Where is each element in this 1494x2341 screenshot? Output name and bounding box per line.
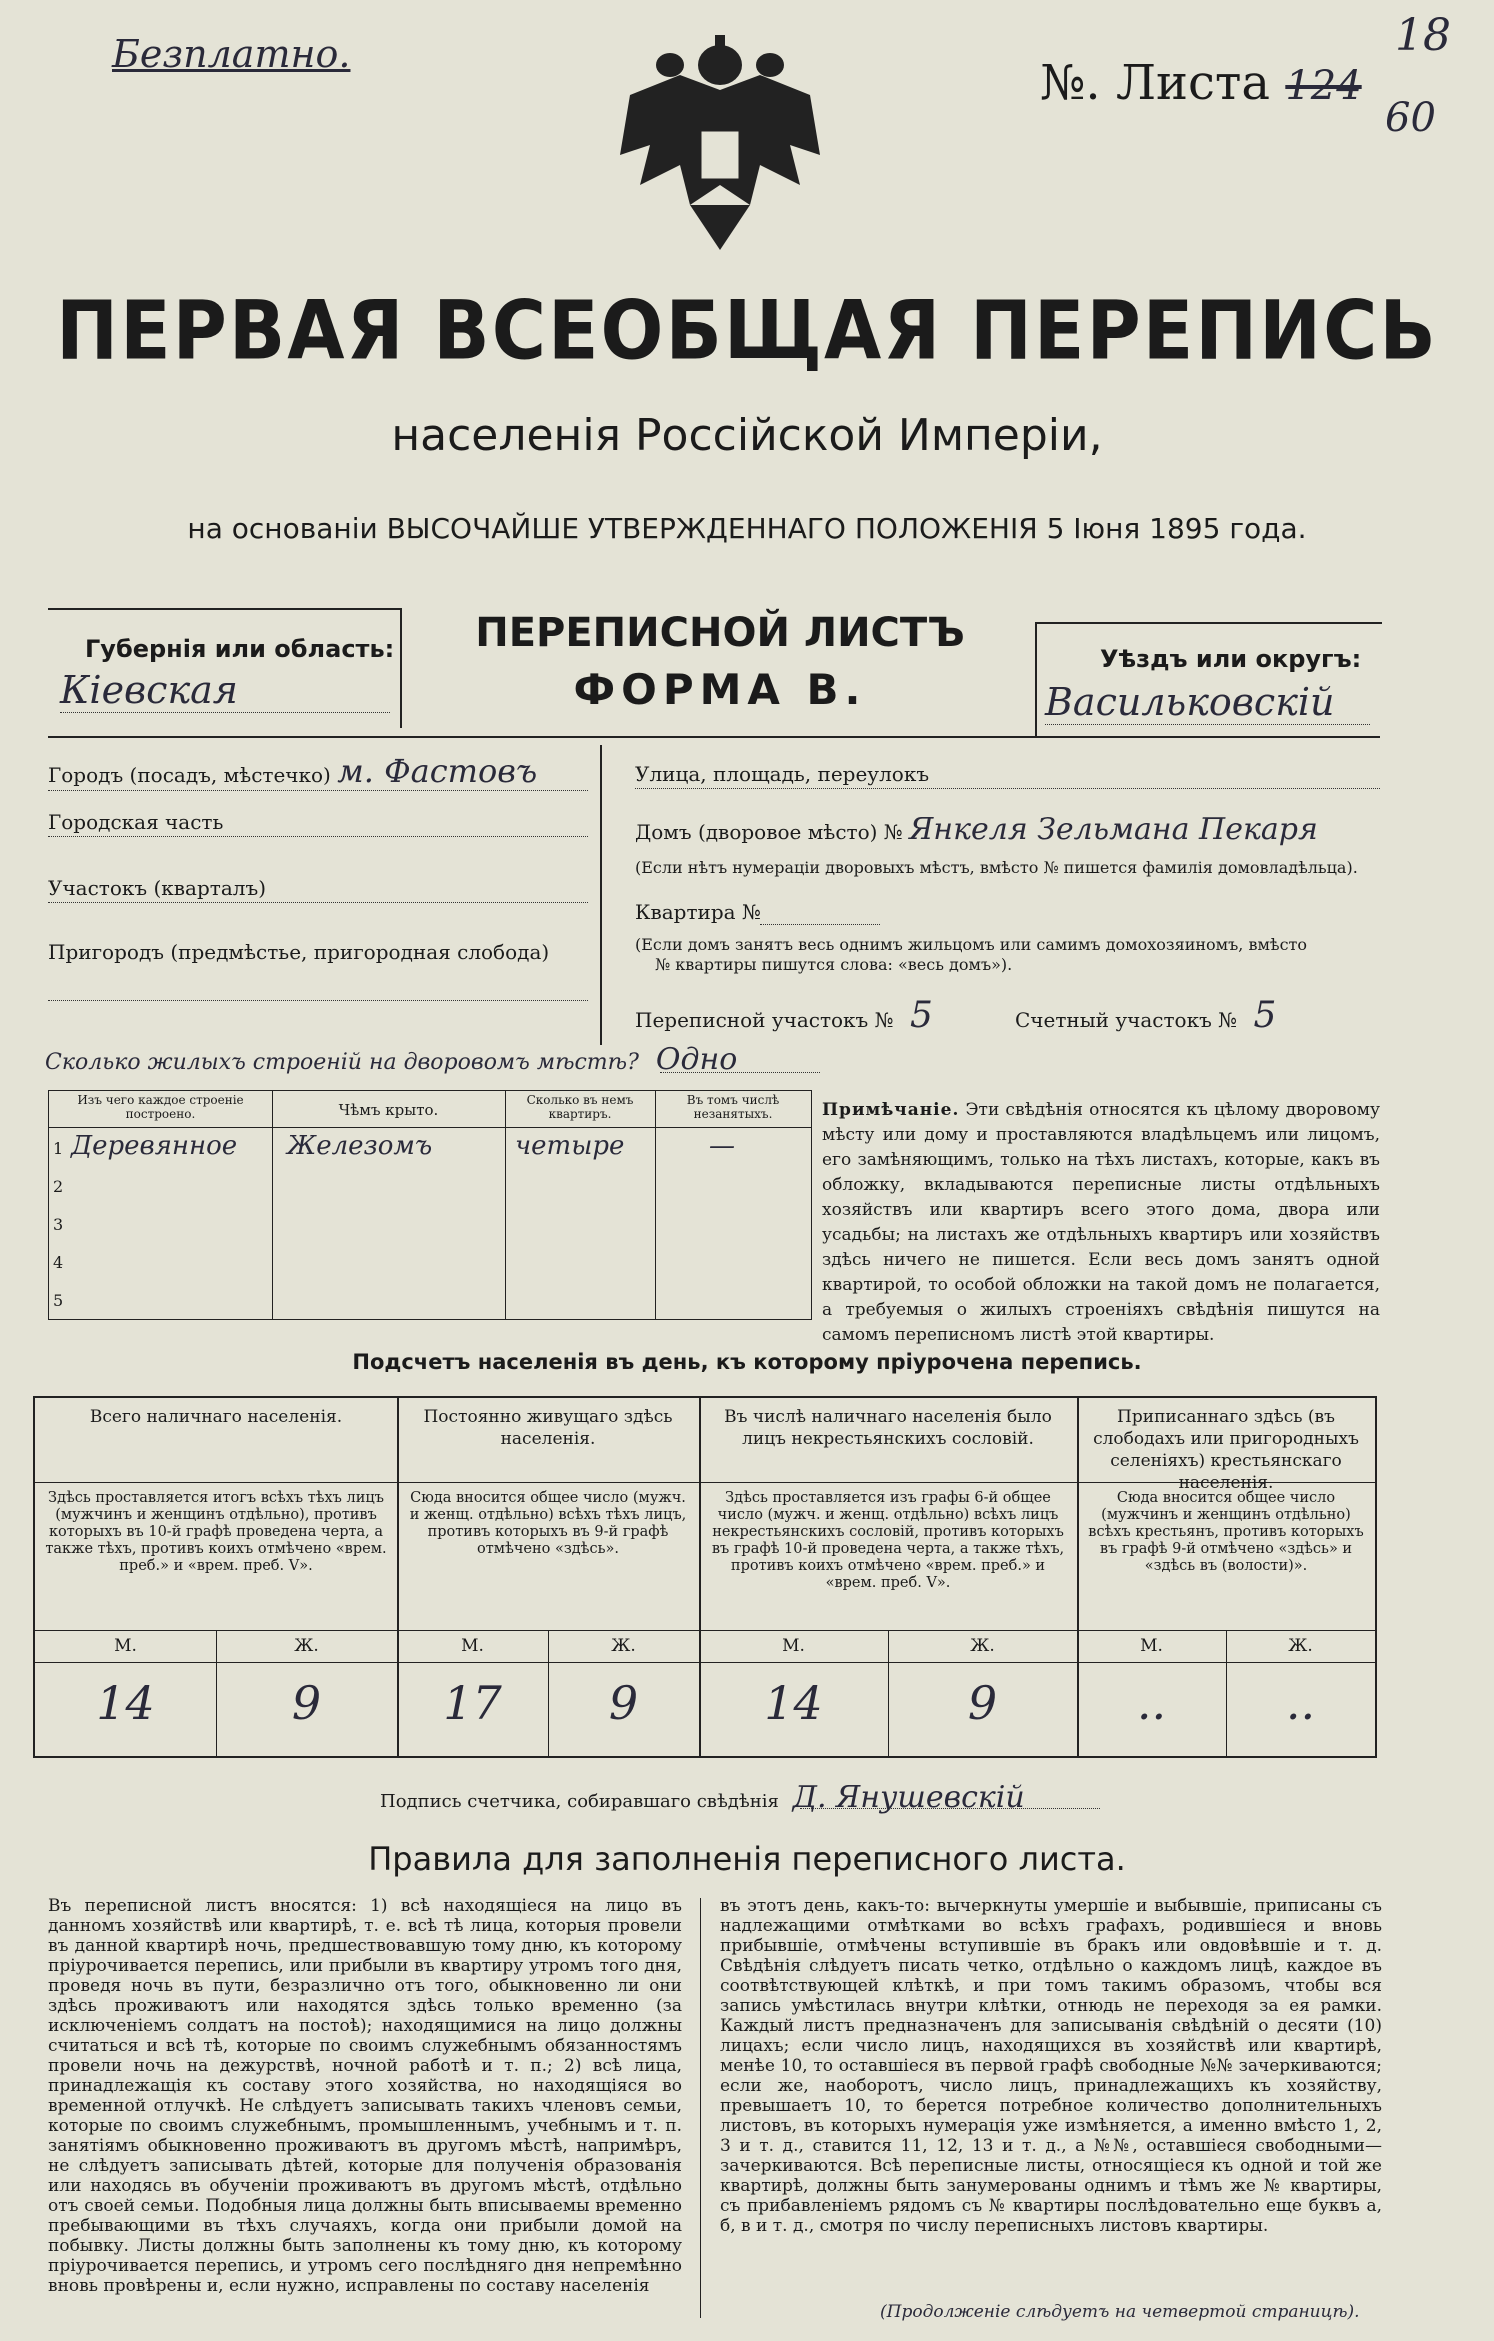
corner-note-1: 18 [1395, 10, 1451, 61]
suburb-label: Пригородъ (предмѣстье, пригородная слобода) [48, 940, 550, 964]
sheet-type: ПЕРЕПИСНОЙ ЛИСТЪ [475, 610, 965, 656]
buildings-note [822, 1098, 1380, 1348]
city-label: Городъ (посадъ, мѣстечко) [48, 763, 331, 787]
city-value: м. Фастовъ [337, 752, 538, 790]
apartment-label: Квартира № [635, 900, 761, 924]
population-group-desc: Сюда вносится общее число (мужчинъ и женщинъ отдѣльно) всѣхъ крестьянъ, противъ которыхъ въ графѣ 9-й отмѣчено «здѣсь» и «здѣсь въ (волости)». [1088, 1490, 1364, 1574]
building-row-number: 1 [53, 1139, 64, 1158]
building-vacant: — [709, 1131, 735, 1161]
rules-col-1: Въ переписной листъ вносятся: 1) всѣ находящіеся на лицо въ данномъ хозяйствѣ или квартирѣ, т. е. всѣ тѣ лица, которыя провели въ данной квартирѣ ночь, предшествовавшую тому дню, къ которому пріурочивается перепись, или прибыли въ квартиру утромъ того дня, проведя ночь въ пути, безразлично отъ того, обыкновенно ли они здѣсь проживаютъ или находятся здѣсь только временно (за исключеніемъ солдатъ на постоѣ); находящимися на лицо должны считаться и всѣ тѣ, которые по своимъ служебнымъ обязанностямъ провели ночь на дежурствѣ, ночной работѣ и т. п.; 2) всѣ лица, принадлежащія къ составу этого хозяйства, но находящіяся во временной отлучкѣ. Не слѣдуетъ записывать такихъ членовъ семьи, которые по своимъ служебнымъ, промышленнымъ, учебнымъ и т. п. занятіямъ обыкновенно проживаютъ въ другомъ мѣстѣ, напримѣръ, не слѣдуетъ записывать дѣтей, которые для полученія образованія или находясь въ обученіи проживаютъ въ другомъ мѣстѣ, отдѣльно отъ своей семьи. Подобныя лица должны быть вписываемы временно пребывающими въ тѣхъ случаяхъ, когда они прибыли домой на побывку. Листы должны быть заполнены къ тому дню, къ которому пріурочивается перепись, и утромъ сего послѣдняго дня непремѣнно вновь провѣрены и, если нужно, исправлены по составу населенія [48, 1896, 682, 2296]
city-row [48, 752, 588, 790]
signature-label: Подпись счетчика, собиравшаго свѣдѣнія [380, 1791, 779, 1812]
building-row-number: 2 [53, 1177, 64, 1196]
precinct-line [48, 902, 588, 903]
female-label: Ж. [294, 1636, 319, 1656]
pop-mf-rule-bottom [35, 1662, 1375, 1663]
population-group-head: Въ числѣ наличнаго населенія было лицъ некрестьянскихъ сословій. [724, 1407, 1052, 1449]
building-row-number: 4 [53, 1253, 64, 1272]
rules-col-2: въ этотъ день, какъ-то: вычеркнуты умершіе и выбывшіе, приписаны съ надлежащими отмѣтками во всѣхъ графахъ, родившіеся и вновь прибывшіе, отмѣчены вступившіе въ бракъ или овдовѣвшіе и т. д. Свѣдѣнія слѣдуетъ писать четко, отдѣльно о каждомъ лицѣ, каждое въ соотвѣтствующей клѣткѣ, и при томъ такимъ образомъ, чтобы вся запись умѣстилась внутри клѣтки, отнюдь не переходя за ея рамки. Каждый листъ предназначенъ для записыванія свѣдѣній о десяти (10) лицахъ; если число лицъ, находящихся въ хозяйствѣ или квартирѣ, менѣе 10, то оставшіеся въ первой графѣ свободные №№ зачеркиваются; если же, наоборотъ, число лицъ, принадлежащихъ къ хозяйству, превышаетъ 10, то берется потребное количество дополнительныхъ листовъ, въ которыхъ нумерація уже измѣняется, а именно вмѣсто 1, 2, 3 и т. д., ставится 11, 12, 13 и т. д., а №№, оставшіеся свободными—зачеркиваются. Всѣ переписные листы, относящіеся къ одной и той же квартирѣ, должны быть занумерованы однимъ и тѣмъ же № квартиры, съ прибавленіемъ рядомъ съ № квартиры послѣдовательно еще буквъ а, б, в и т. д., смотря по числу переписныхъ листовъ квартиры. [720, 1896, 1382, 2236]
male-label: М. [114, 1636, 137, 1656]
province-label: Губернія или область: [85, 635, 395, 663]
city-part-label: Городская часть [48, 810, 224, 834]
subtitle: населенія Россійской Имперіи, [391, 410, 1103, 461]
male-count: 14 [96, 1676, 155, 1730]
rules-continued: (Продолженіе слѣдуетъ на четвертой страницѣ). [880, 2302, 1360, 2322]
count-district-value: 5 [1253, 995, 1277, 1036]
signature-row [380, 1780, 1025, 1815]
buildings-question [45, 1042, 737, 1077]
signature-value: Д. Янушевскій [792, 1780, 1025, 1815]
population-group-desc: Здѣсь проставляется итогъ всѣхъ тѣхъ лицъ (мужчинъ и женщинъ отдѣльно), противъ которыхъ въ 10-й графѣ проведена черта, а также тѣхъ, противъ коихъ отмѣчено «врем. преб.» и «врем. преб. V». [45, 1490, 387, 1574]
th-apartments: Сколько въ немъ квартиръ. [526, 1093, 634, 1121]
building-row [49, 1169, 811, 1207]
district-label: Уѣздъ или округъ: [1100, 645, 1362, 673]
sheet-number-text: №. Листа [1040, 55, 1271, 111]
apartment-line [760, 924, 880, 925]
th-vacant: Въ томъ числѣ незанятыхъ. [686, 1093, 780, 1121]
buildings-note-text: Эти свѣдѣнія относятся къ цѣлому дворовому мѣсту или дому и проставляются владѣльцемъ или лицомъ, его замѣняющимъ, только на тѣхъ листахъ, которые, какъ въ обложку, вкладываются переписные листы отдѣльныхъ хозяйствъ или квартиръ всего этого дома, двора или усадьбы; на листахъ же отдѣльныхъ квартиръ или хозяйствъ здѣсь ничего не пишется. Если весь домъ занятъ одной квартирой, то особой обложки на такой домъ не полагается, а требуемыя о жилыхъ строеніяхъ свѣдѣнія пишутся на самомъ переписномъ листѣ этой квартиры. [822, 1100, 1380, 1345]
house-value: Янкеля Зельмана Пекаря [909, 812, 1318, 847]
form-name: ФОРМА В. [573, 665, 867, 714]
rules-divider [700, 1898, 701, 2318]
building-row [49, 1283, 811, 1321]
address-rule [48, 736, 1380, 738]
street-label: Улица, площадь, переулокъ [635, 762, 930, 786]
buildings-answer-line [660, 1072, 820, 1073]
house-row [635, 812, 1395, 847]
buildings-note-title: Примѣчаніе. [822, 1100, 960, 1120]
address-divider [600, 745, 602, 1045]
buildings-table [48, 1090, 812, 1320]
table-header-rule [49, 1127, 811, 1128]
signature-line [800, 1808, 1100, 1809]
city-line [48, 790, 588, 791]
house-label: Домъ (дворовое мѣсто) № [635, 820, 903, 844]
corner-note-2: 60 [1385, 95, 1436, 141]
district-value: Васильковскій [1045, 680, 1370, 725]
count-district-label: Счетный участокъ № [1015, 1008, 1238, 1032]
female-count: .. [1285, 1676, 1316, 1730]
city-part-line [48, 836, 588, 837]
building-apartments: четыре [515, 1131, 625, 1161]
th-material: Изъ чего каждое строеніе построено. [77, 1093, 244, 1121]
female-label: Ж. [1288, 1636, 1313, 1656]
census-district-label: Переписной участокъ № [635, 1008, 894, 1032]
building-row [49, 1245, 811, 1283]
population-group-head: Всего наличнаго населенія. [89, 1407, 343, 1427]
imperial-eagle-icon [610, 35, 830, 265]
house-note: (Если нѣтъ нумераціи дворовыхъ мѣстъ, вмѣсто № пишется фамилія домовладѣльца). [635, 858, 1358, 877]
building-row [49, 1131, 811, 1169]
buildings-answer: Одно [655, 1042, 738, 1077]
male-count: 14 [764, 1676, 823, 1730]
census-district-value: 5 [909, 995, 933, 1036]
building-material: Деревянное [71, 1131, 238, 1161]
th-roof: Чѣмъ крыто. [338, 1101, 439, 1119]
population-group-head-rule [1077, 1482, 1375, 1483]
population-table [33, 1396, 1377, 1758]
population-group [35, 1398, 399, 1756]
apartment-note-2: № квартиры пишутся слова: «весь домъ»). [655, 955, 1013, 974]
apartment-note-1: (Если домъ занятъ весь однимъ жильцомъ или самимъ домохозяиномъ, вмѣсто [635, 935, 1308, 954]
male-count: 17 [443, 1676, 502, 1730]
female-count: 9 [967, 1676, 998, 1730]
female-count: 9 [608, 1676, 639, 1730]
female-label: Ж. [970, 1636, 995, 1656]
building-roof: Железомъ [287, 1131, 433, 1161]
precinct-label: Участокъ (кварталъ) [48, 876, 266, 900]
population-group-desc: Здѣсь проставляется изъ графы 6-й общее число (мужч. и женщ. отдѣльно) всѣхъ лицъ некрестьянскихъ сословій, противъ которыхъ въ графѣ 10-й проведена черта, а также тѣхъ, противъ коихъ отмѣчено «врем. преб.» и «врем. преб. V». [711, 1490, 1065, 1591]
buildings-question-text: Сколько жилыхъ строеній на дворовомъ мѣстѣ? [45, 1050, 639, 1075]
population-group [397, 1398, 701, 1756]
population-group-head-rule [699, 1482, 1077, 1483]
building-row-number: 5 [53, 1291, 64, 1310]
male-count: .. [1136, 1676, 1167, 1730]
sheet-number-label [1040, 55, 1362, 111]
population-title: Подсчетъ населенія въ день, къ которому пріурочена перепись. [352, 1350, 1142, 1374]
female-label: Ж. [611, 1636, 636, 1656]
province-value: Кіевская [60, 668, 390, 713]
building-row [49, 1207, 811, 1245]
rules-title: Правила для заполненія переписного листа. [368, 1840, 1126, 1878]
street-line [635, 788, 1380, 789]
basis-line: на основаніи ВЫСОЧАЙШЕ УТВЕРЖДЕННАГО ПОЛОЖЕНІЯ 5 Іюня 1895 года. [187, 512, 1307, 545]
female-count: 9 [291, 1676, 322, 1730]
male-label: М. [782, 1636, 805, 1656]
population-group-head: Постоянно живущаго здѣсь населенія. [423, 1407, 673, 1449]
population-group-desc: Сюда вносится общее число (мужч. и женщ. отдѣльно) всѣхъ тѣхъ лицъ, противъ которыхъ въ 9-й графѣ отмѣчено «здѣсь». [409, 1490, 687, 1557]
male-label: М. [1140, 1636, 1163, 1656]
population-group-head: Приписаннаго здѣсь (въ слободахъ или пригородныхъ селеніяхъ) крестьянскаго населенія. [1093, 1407, 1359, 1493]
male-label: М. [461, 1636, 484, 1656]
suburb-line [48, 1000, 588, 1001]
main-title: ПЕРВАЯ ВСЕОБЩАЯ ПЕРЕПИСЬ [56, 283, 1438, 379]
free-label: Безплатно. [112, 32, 351, 76]
count-district-row [1015, 995, 1276, 1036]
sheet-number-value: 124 [1285, 63, 1362, 109]
population-group-head-rule [397, 1482, 699, 1483]
pop-mf-rule-top [35, 1630, 1375, 1631]
population-group-head-rule [35, 1482, 397, 1483]
building-row-number: 3 [53, 1215, 64, 1234]
population-group [699, 1398, 1079, 1756]
population-group [1077, 1398, 1375, 1756]
census-district-row [635, 995, 933, 1036]
